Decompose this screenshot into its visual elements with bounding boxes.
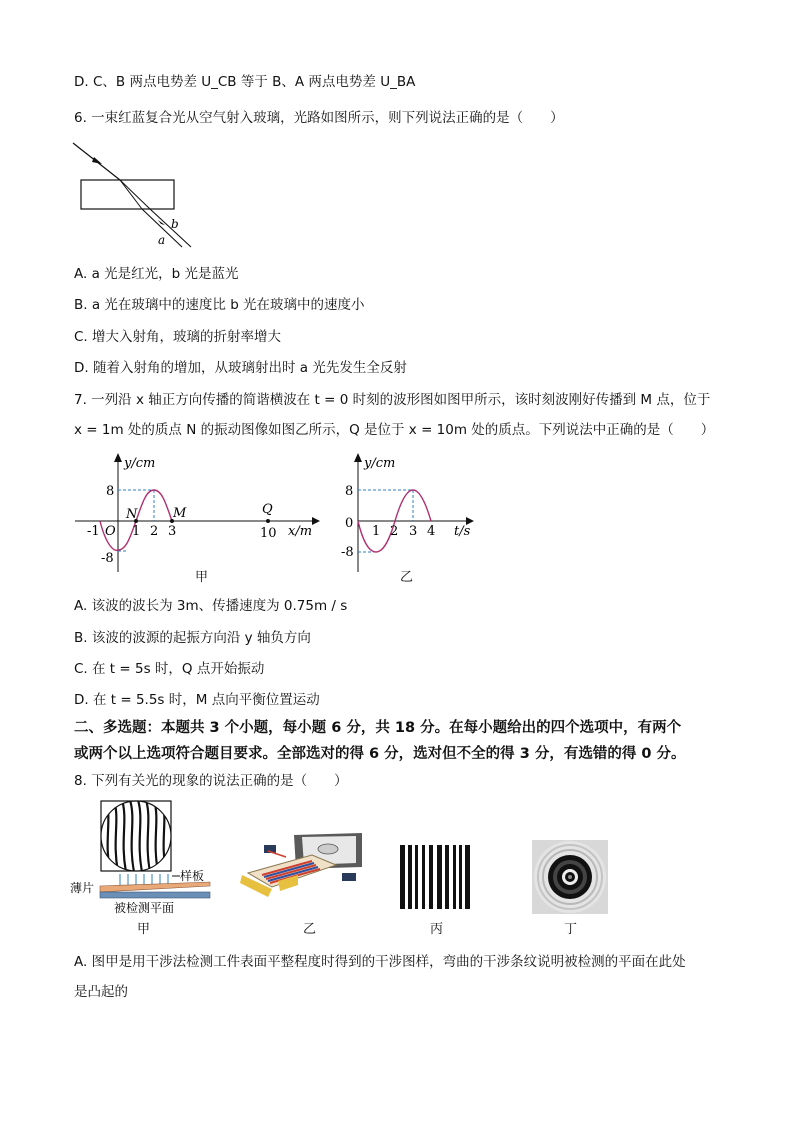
q7-option-d: D. 在 t = 5.5s 时，M 点向平衡位置运动 [74, 692, 320, 708]
caption-fig-yi: 乙 [303, 922, 317, 937]
jia-xtick-2: 2 [150, 524, 159, 539]
q8-fig-jia [70, 800, 220, 920]
point-m-label: M [173, 506, 187, 521]
jia-xtick-1: 1 [132, 524, 141, 539]
caption-fig-jia: 甲 [137, 922, 151, 937]
q7-option-a: A. 该波的波长为 3m、传播速度为 0.75m / s [74, 598, 348, 614]
caption-jia: 甲 [195, 570, 209, 585]
caption-yi: 乙 [400, 570, 414, 585]
point-n-label: N [126, 507, 138, 522]
jia-xlabel: x/m [288, 524, 313, 539]
jia-origin: O [105, 524, 116, 539]
jia-ylabel: y/cm [124, 456, 156, 471]
point-q-label: Q [262, 502, 273, 517]
q6-option-c: C. 增大入射角，玻璃的折射率增大 [74, 329, 282, 345]
yi-xtick-1: 1 [372, 524, 381, 539]
q7-stem-line1: 7. 一列沿 x 轴正方向传播的简谐横波在 t = 0 时刻的波形图如图甲所示，该时刻波刚好传播到 M 点，位于 [74, 392, 711, 408]
jia-xtick-neg1: -1 [87, 524, 100, 539]
q6-refraction-figure [70, 140, 200, 252]
q8-option-a-line1: A. 图甲是用干涉法检测工件表面平整程度时得到的干涉图样，弯曲的干涉条纹说明被检测的平面在此处 [74, 954, 686, 970]
q8-fig-ding [532, 840, 608, 914]
q7-option-b: B. 该波的波源的起振方向沿 y 轴负方向 [74, 630, 311, 646]
q6-option-b: B. a 光在玻璃中的速度比 b 光在玻璃中的速度小 [74, 297, 365, 313]
label-film: 薄片 [70, 881, 95, 895]
yi-xtick-3: 3 [409, 524, 418, 539]
jia-ytick-8: 8 [106, 484, 115, 499]
yi-xlabel: t/s [454, 524, 471, 539]
q7-option-c: C. 在 t = 5s 时，Q 点开始振动 [74, 661, 265, 677]
jia-xtick-3: 3 [168, 524, 177, 539]
label-b: b [171, 217, 179, 231]
q8-fig-bing [398, 845, 472, 909]
q8-option-a-line2: 是凸起的 [74, 984, 128, 1000]
yi-ytick-0: 0 [345, 516, 354, 531]
caption-fig-bing: 丙 [430, 922, 444, 937]
yi-ytick-8: 8 [345, 484, 354, 499]
q7-stem-line2: x = 1m 处的质点 N 的振动图像如图乙所示，Q 是位于 x = 10m 处的质点。下列说法中正确的是（ ） [74, 422, 715, 438]
yi-ytick-neg8: -8 [341, 545, 354, 560]
label-plane: 被检测平面 [114, 901, 175, 915]
q8-fig-yi [238, 825, 368, 917]
q6-option-a: A. a 光是红光，b 光是蓝光 [74, 266, 239, 282]
q5-option-d: D. C、B 两点电势差 U_CB 等于 B、A 两点电势差 U_BA [74, 74, 416, 90]
q6-stem: 6. 一束红蓝复合光从空气射入玻璃，光路如图所示，则下列说法正确的是（ ） [74, 110, 564, 126]
jia-xtick-10: 10 [260, 526, 277, 541]
yi-ylabel: y/cm [364, 456, 396, 471]
section2-line1: 二、多选题：本题共 3 个小题，每小题 6 分，共 18 分。在每小题给出的四个选项中，有两个 [74, 720, 682, 736]
caption-fig-ding: 丁 [564, 922, 578, 937]
q8-stem: 8. 下列有关光的现象的说法正确的是（ ） [74, 773, 348, 789]
label-a: a [158, 233, 166, 247]
section2-line2: 或两个以上选项符合题目要求。全部选对的得 6 分，选对但不全的得 3 分，有选错的得 0 分。 [74, 746, 686, 762]
label-sample: 样板 [180, 869, 205, 883]
yi-xtick-4: 4 [427, 524, 436, 539]
jia-ytick-neg8: -8 [101, 551, 114, 566]
q6-option-d: D. 随着入射角的增加，从玻璃射出时 a 光先发生全反射 [74, 360, 407, 376]
yi-xtick-2: 2 [390, 524, 399, 539]
